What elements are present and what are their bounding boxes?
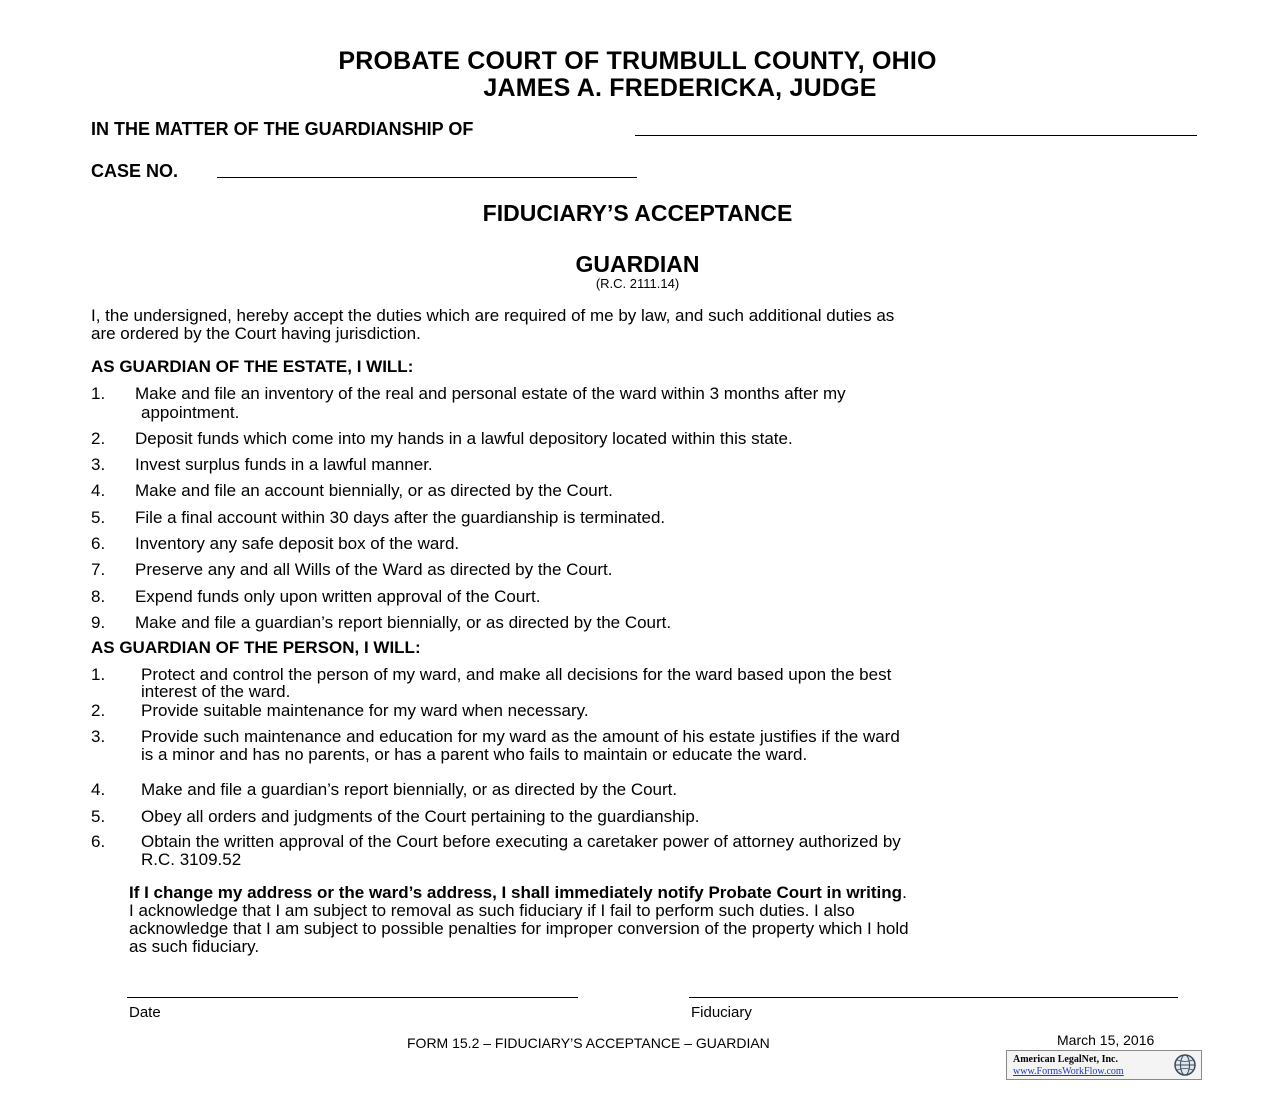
list-item-continuation: appointment. — [141, 403, 240, 422]
notice-line-3: acknowledge that I am subject to possible penalties for improper conversion of the property which I hold — [129, 919, 909, 938]
american-legalnet-logo[interactable] — [1006, 1050, 1202, 1080]
intro-line-1: I, the undersigned, hereby accept the duties which are required of me by law, and such additional duties as — [91, 306, 895, 325]
intro-line-2: are ordered by the Court having jurisdiction. — [91, 324, 421, 343]
notice-line-2: I acknowledge that I am subject to removal as such fiduciary if I fail to perform such duties. I also — [129, 901, 855, 920]
estate-section-heading: AS GUARDIAN OF THE ESTATE, I WILL: — [91, 357, 414, 376]
date-label: Date — [129, 1004, 161, 1021]
guardianship-name-field[interactable] — [635, 135, 1197, 136]
guardianship-label: IN THE MATTER OF THE GUARDIANSHIP OF — [91, 119, 474, 139]
judge-name: JAMES A. FREDERICKA, JUDGE — [483, 74, 877, 102]
list-item: Make and file an account biennially, or as directed by the Court. — [135, 481, 613, 500]
logo-website-link[interactable]: www.FormsWorkFlow.com — [1013, 1066, 1124, 1077]
case-number-label: CASE NO. — [91, 161, 179, 181]
statute-reference: (R.C. 2111.14) — [595, 276, 680, 291]
notice-line-4: as such fiduciary. — [129, 937, 260, 956]
list-item-number: 8. — [91, 587, 106, 606]
list-item: Make and file a guardian’s report biennially, or as directed by the Court. — [141, 780, 678, 799]
list-item-number: 2. — [91, 701, 106, 720]
list-item: File a final account within 30 days after the guardianship is terminated. — [135, 508, 666, 527]
list-item: Provide such maintenance and education for my ward as the amount of his estate justifies if the ward — [141, 727, 900, 746]
globe-icon — [1173, 1053, 1197, 1077]
list-item-number: 9. — [91, 613, 106, 632]
list-item-number: 2. — [91, 429, 106, 448]
list-item: Provide suitable maintenance for my ward when necessary. — [141, 701, 589, 720]
list-item: Preserve any and all Wills of the Ward as directed by the Court. — [135, 560, 613, 579]
list-item-continuation: R.C. 3109.52 — [141, 850, 242, 869]
list-item: Deposit funds which come into my hands in a lawful depository located within this state. — [135, 429, 793, 448]
logo-company-name: American LegalNet, Inc. — [1013, 1054, 1118, 1065]
list-item: Protect and control the person of my ward, and make all decisions for the ward based upon the best — [141, 665, 892, 684]
list-item: Invest surplus funds in a lawful manner. — [135, 455, 433, 474]
form-subtitle: GUARDIAN — [575, 251, 700, 277]
fiduciary-signature-line[interactable] — [689, 997, 1178, 998]
list-item-number: 6. — [91, 832, 106, 851]
notice-line-1 — [129, 884, 907, 902]
list-item-continuation: interest of the ward. — [141, 682, 291, 701]
notice-bold-text: If I change my address or the ward’s address, I shall immediately notify Probate Court in writing — [129, 883, 903, 902]
list-item-number: 4. — [91, 780, 106, 799]
court-title: PROBATE COURT OF TRUMBULL COUNTY, OHIO — [338, 47, 937, 75]
list-item-number: 1. — [91, 384, 106, 403]
form-date: March 15, 2016 — [1057, 1032, 1155, 1048]
case-number-field[interactable] — [217, 177, 637, 178]
list-item-number: 6. — [91, 534, 106, 553]
list-item-number: 5. — [91, 807, 106, 826]
list-item: Expend funds only upon written approval of the Court. — [135, 587, 541, 606]
list-item: Obey all orders and judgments of the Court pertaining to the guardianship. — [141, 807, 700, 826]
date-signature-line[interactable] — [127, 997, 578, 998]
form-footer: FORM 15.2 – FIDUCIARY’S ACCEPTANCE – GUARDIAN — [407, 1035, 770, 1051]
form-title: FIDUCIARY’S ACCEPTANCE — [482, 200, 793, 226]
list-item: Make and file an inventory of the real and personal estate of the ward within 3 months after my — [135, 384, 846, 403]
list-item: Inventory any safe deposit box of the ward. — [135, 534, 460, 553]
list-item-number: 5. — [91, 508, 106, 527]
notice-bold-end: . — [902, 883, 907, 902]
list-item: Obtain the written approval of the Court before executing a caretaker power of attorney authorized by — [141, 832, 901, 851]
list-item-number: 3. — [91, 455, 106, 474]
fiduciary-label: Fiduciary — [691, 1004, 752, 1021]
list-item-number: 3. — [91, 727, 106, 746]
list-item-number: 1. — [91, 665, 106, 684]
list-item: Make and file a guardian’s report biennially, or as directed by the Court. — [135, 613, 672, 632]
person-section-heading: AS GUARDIAN OF THE PERSON, I WILL: — [91, 638, 421, 657]
list-item-continuation: is a minor and has no parents, or has a parent who fails to maintain or educate the ward. — [141, 745, 808, 764]
list-item-number: 4. — [91, 481, 106, 500]
list-item-number: 7. — [91, 560, 106, 579]
